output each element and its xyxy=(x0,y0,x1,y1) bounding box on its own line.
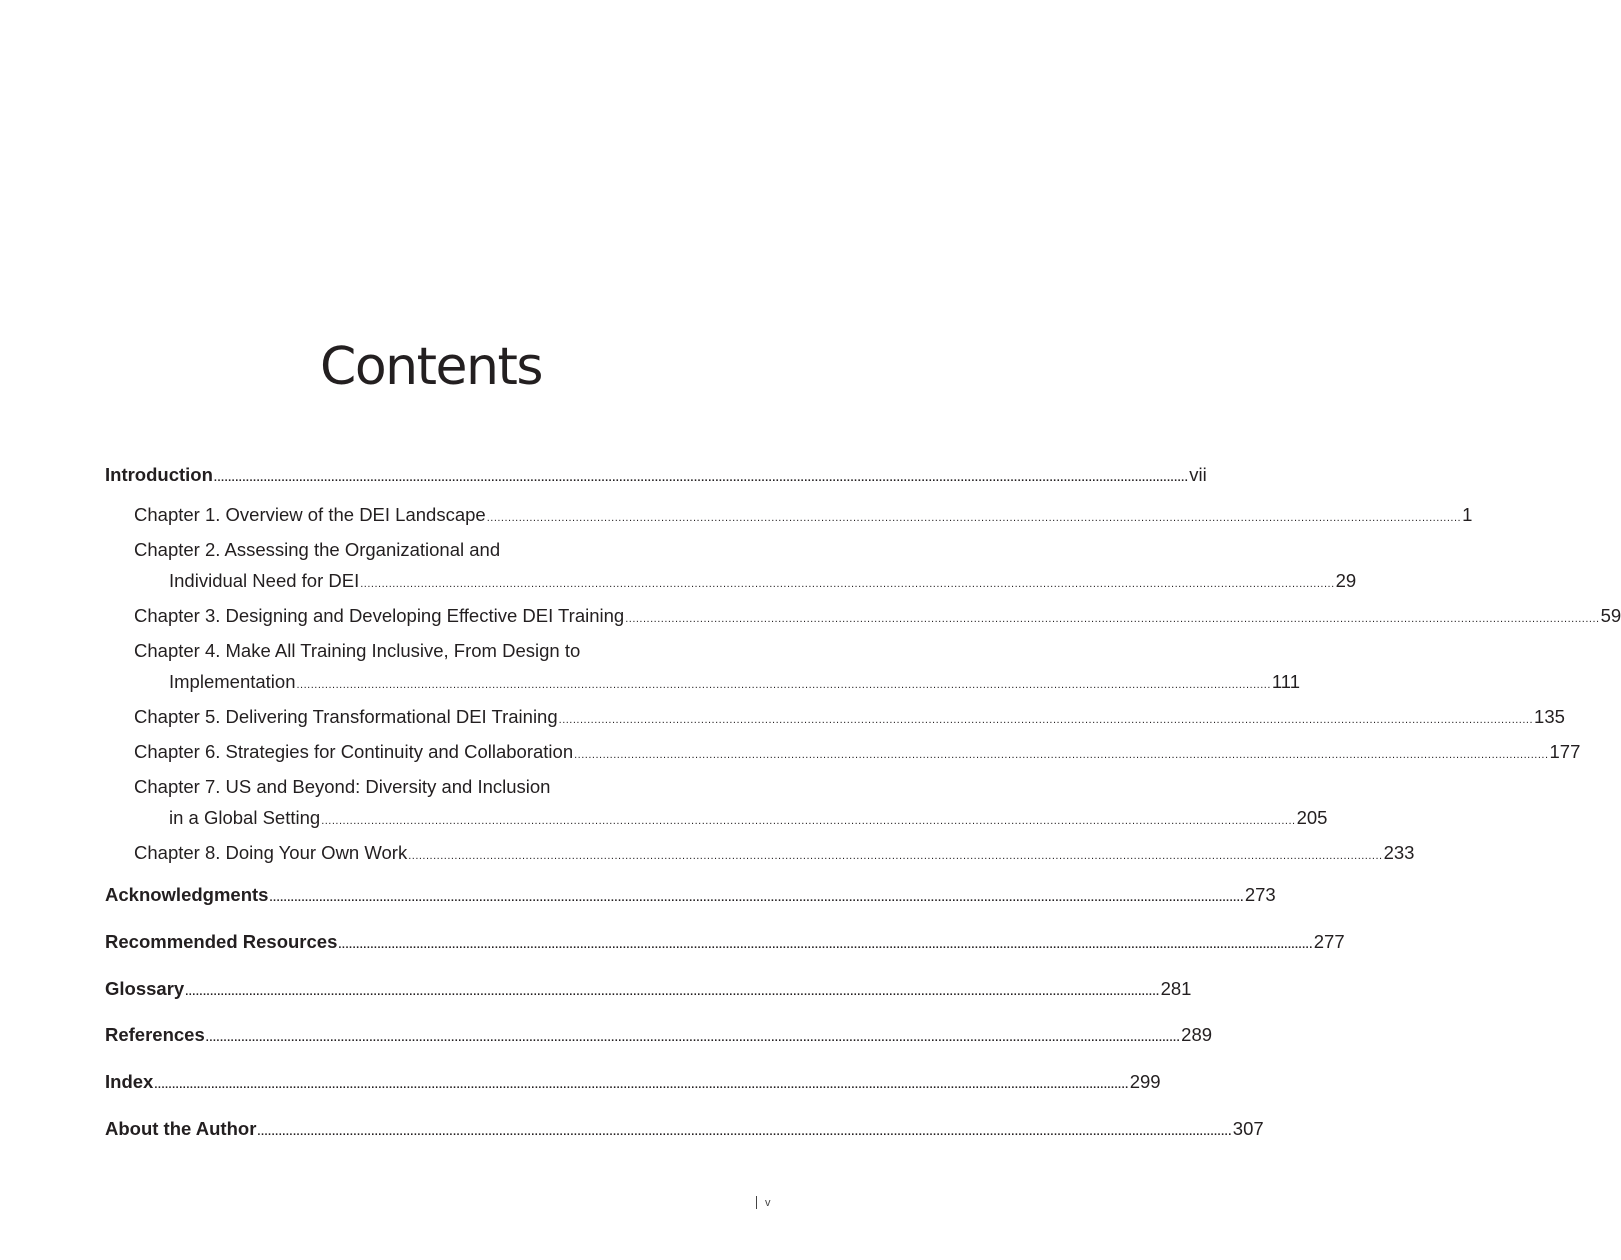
toc-leader: .................................................................................................................................................................................................................................................................................. xyxy=(257,1126,1232,1138)
toc-page-number: 233 xyxy=(1383,842,1415,863)
toc-label: Index xyxy=(105,1071,154,1092)
toc-leader: .................................................................................................................................................................................................................................................................................. xyxy=(338,939,1313,951)
toc-leader: .................................................................................................................................................................................................................................................................................. xyxy=(625,613,1600,625)
toc-page-number: 29 xyxy=(1335,570,1357,591)
toc-page-number: 299 xyxy=(1129,1071,1161,1092)
toc-entry-chapter-4-line1[interactable]: Chapter 4. Make All Training Inclusive, From Design to xyxy=(134,640,581,661)
folio-page-number: v xyxy=(765,1196,771,1209)
toc-entry-chapter-4[interactable] xyxy=(169,671,1300,693)
toc-leader: .................................................................................................................................................................................................................................................................................. xyxy=(205,1032,1181,1044)
page-folio xyxy=(756,1196,771,1209)
toc-leader: .................................................................................................................................................................................................................................................................................. xyxy=(558,714,1534,726)
toc-page-number: 307 xyxy=(1232,1118,1264,1139)
toc-leader: .................................................................................................................................................................................................................................................................................. xyxy=(360,578,1335,590)
toc-label: About the Author xyxy=(105,1118,257,1139)
toc-page-number: 177 xyxy=(1549,741,1581,762)
toc-page-number: 289 xyxy=(1181,1024,1213,1045)
toc-entry-chapter-2-line1[interactable]: Chapter 2. Assessing the Organizational and xyxy=(134,539,501,560)
toc-entry-chapter-7[interactable] xyxy=(169,807,1328,829)
folio-divider xyxy=(756,1196,757,1209)
toc-entry-introduction[interactable] xyxy=(105,464,1207,486)
toc-page-number: 277 xyxy=(1313,931,1345,952)
toc-page-number: 1 xyxy=(1462,504,1473,525)
toc-label: Chapter 3. Designing and Developing Effective DEI Training xyxy=(134,605,625,626)
toc-label: Individual Need for DEI xyxy=(169,570,360,591)
toc-page-number: 273 xyxy=(1244,884,1276,905)
toc-entry-recommended-resources[interactable] xyxy=(105,931,1345,953)
toc-entry-chapter-8[interactable] xyxy=(134,842,1415,864)
toc-label: Implementation xyxy=(169,671,296,692)
toc-label: Chapter 5. Delivering Transformational DEI Training xyxy=(134,706,558,727)
toc-leader: .................................................................................................................................................................................................................................................................................. xyxy=(321,815,1296,827)
toc-page-number: 135 xyxy=(1534,706,1565,727)
toc-page-number: 111 xyxy=(1271,671,1300,692)
toc-entry-chapter-6[interactable] xyxy=(134,741,1581,763)
toc-page-number: vii xyxy=(1189,464,1207,485)
toc-leader: .................................................................................................................................................................................................................................................................................. xyxy=(213,472,1189,484)
toc-entry-chapter-2[interactable] xyxy=(169,570,1357,592)
toc-entry-acknowledgments[interactable] xyxy=(105,884,1276,906)
toc-label: Recommended Resources xyxy=(105,931,338,952)
toc-entry-glossary[interactable] xyxy=(105,978,1192,1000)
toc-leader: .................................................................................................................................................................................................................................................................................. xyxy=(269,892,1244,904)
toc-leader: .................................................................................................................................................................................................................................................................................. xyxy=(486,512,1462,524)
toc-leader: .................................................................................................................................................................................................................................................................................. xyxy=(154,1079,1129,1091)
toc-entry-index[interactable] xyxy=(105,1071,1161,1093)
toc-label: Chapter 8. Doing Your Own Work xyxy=(134,842,408,863)
toc-leader: .................................................................................................................................................................................................................................................................................. xyxy=(408,850,1383,862)
toc-entry-chapter-5[interactable] xyxy=(134,706,1565,728)
toc-label: References xyxy=(105,1024,205,1045)
toc-leader: .................................................................................................................................................................................................................................................................................. xyxy=(185,986,1160,998)
toc-entry-references[interactable] xyxy=(105,1024,1213,1046)
toc-label: Acknowledgments xyxy=(105,884,269,905)
toc-page-number: 205 xyxy=(1296,807,1328,828)
toc-entry-chapter-3[interactable] xyxy=(134,605,1621,627)
page-title: Contents xyxy=(320,336,542,397)
toc-label: Chapter 1. Overview of the DEI Landscape xyxy=(134,504,486,525)
toc-leader: .................................................................................................................................................................................................................................................................................. xyxy=(574,749,1549,761)
toc-leader: .................................................................................................................................................................................................................................................................................. xyxy=(296,679,1271,691)
toc-entry-about-the-author[interactable] xyxy=(105,1118,1264,1140)
toc-entry-chapter-1[interactable] xyxy=(134,504,1473,526)
toc-entry-chapter-7-line1[interactable]: Chapter 7. US and Beyond: Diversity and Inclusion xyxy=(134,776,551,797)
toc-page-number: 59 xyxy=(1600,605,1621,626)
toc-page-number: 281 xyxy=(1160,978,1192,999)
toc-label: Chapter 6. Strategies for Continuity and Collaboration xyxy=(134,741,574,762)
toc-label: Glossary xyxy=(105,978,185,999)
toc-label: Introduction xyxy=(105,464,213,485)
toc-label: in a Global Setting xyxy=(169,807,321,828)
